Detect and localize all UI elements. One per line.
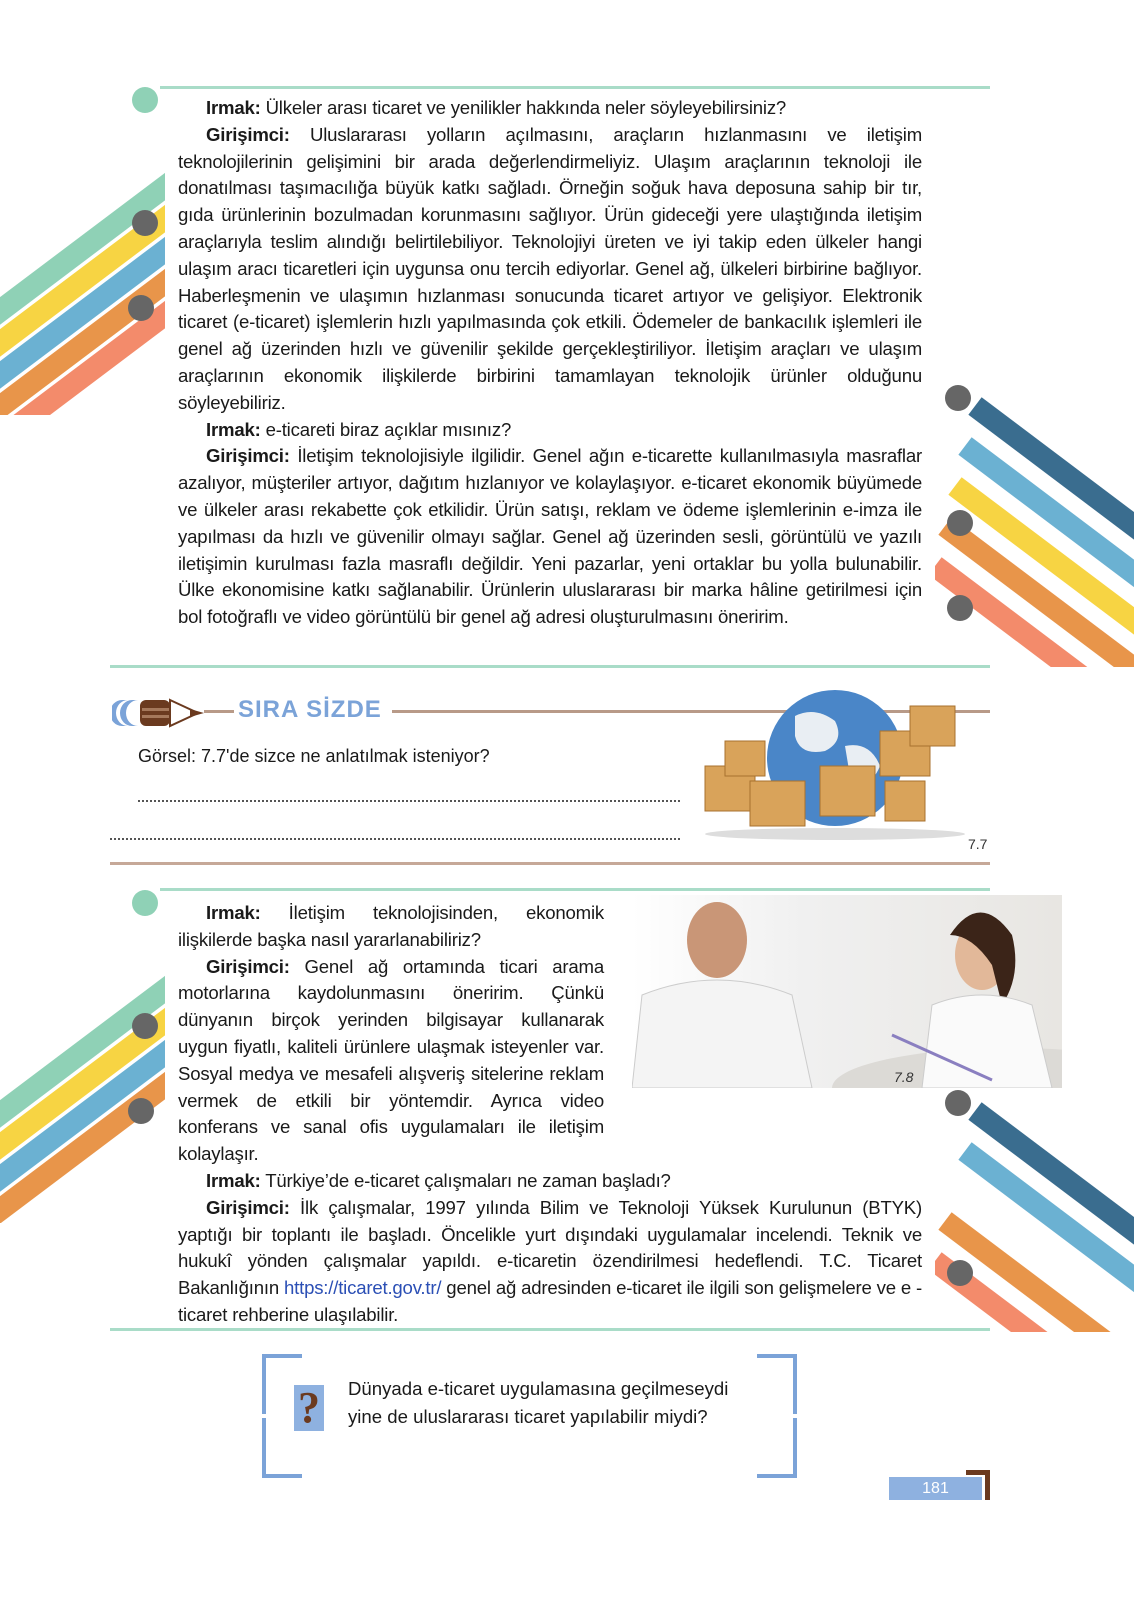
decorative-stripes-right-bottom xyxy=(935,1090,1134,1332)
dialog-section-2 xyxy=(178,900,922,1329)
question-line-1: Dünyada e-ticaret uygulamasına geçilmeseydi xyxy=(348,1378,729,1399)
divider xyxy=(160,86,990,89)
activity-question: Görsel: 7.7'de sizce ne anlatılmak isteniyor? xyxy=(138,746,490,766)
answer-line[interactable] xyxy=(110,838,680,840)
decorative-stripes-left-bottom xyxy=(0,888,165,1223)
dialog-paragraph xyxy=(178,443,922,631)
dialog-text: e-ticareti biraz açıklar mısınız? xyxy=(260,418,512,440)
dialog-paragraph xyxy=(178,122,922,417)
decorative-stripes-right-top xyxy=(935,385,1134,667)
decorative-stripes-left-top xyxy=(0,85,165,415)
dialog-paragraph xyxy=(178,1168,922,1195)
dialog-text: Ülkeler arası ticaret ve yenilikler hakkında neler söyleyebilirsiniz? xyxy=(260,97,787,118)
dialog-text: Uluslararası yolların açılmasını, araçların hızlanmasını ve iletişim teknolojilerinin gelişimini bir arada değerlendirmeliyiz. Ulaşım araçlarının teknoloji ile donatılması taşımacılığa büyük katkı sağladı. Örneğin soğuk hava deposuna sahip bir tır, gıda ürünlerinin bozulmadan korunmasını sağlıyor. Ürün gideceği yere ulaştığında iletişim araçlarıyla teslim alındığı belirtilebiliyor. Teknolojiyi üreten ve iyi takip eden ülkeler hangi ulaşım aracı ticaretleri için uygunsa onu tercih ediyorlar. Genel ağ, ülkeleri birbirine bağlıyor. Haberleşmenin ve ulaşımın hızlanması sonucunda ticaret artıyor ve gelişiyor. Elektronik ticaret (e-ticaret) işlemlerin hızlı yapılmasında çok etkili. Ödemeler de bankacılık işlemleri ile genel ağ üzerinden hızlı ve güvenilir şekilde gerçekleştiriliyor. İletişim araçları ve ulaşım araçlarının ekonomik ilişkilerde birbirini tamamlayan teknolojik ürünler olduğunu söyleyebiliriz. xyxy=(178,123,922,413)
speaker-label: Irmak: xyxy=(206,418,261,440)
dialog-text: Türkiye’de e-ticaret çalışmaları ne zaman başladı? xyxy=(260,1169,671,1191)
speaker-label: Girişimci: xyxy=(206,955,290,977)
sira-sizde-title: SIRA SİZDE xyxy=(238,696,382,723)
speaker-label: Girişimci: xyxy=(206,1196,290,1218)
divider xyxy=(110,665,990,668)
globe-with-boxes-image xyxy=(695,686,965,841)
dialog-text: İletişim teknolojisinden, ekonomik ilişkilerde başka nasıl yararlanabiliriz? xyxy=(178,902,604,950)
ticaret-link[interactable]: https://ticaret.gov.tr/ xyxy=(284,1277,442,1299)
speaker-label: Irmak: xyxy=(206,1169,261,1191)
page-number: 181 xyxy=(889,1477,982,1500)
speaker-label: Irmak: xyxy=(206,97,261,118)
dialog-text: genel ağ adresinden e-ticaret ile ilgili son gelişmelere ve e - ticaret rehberine ulaşılabilir. xyxy=(178,1277,922,1325)
answer-line[interactable] xyxy=(138,800,680,802)
divider xyxy=(110,862,990,865)
speaker-label: Irmak: xyxy=(206,902,261,923)
figure-caption-7-8: 7.8 xyxy=(894,1069,914,1085)
dialog-paragraph xyxy=(178,95,922,122)
pencil-icon xyxy=(112,698,212,728)
speaker-label: Girişimci: xyxy=(206,123,290,145)
photo-float-spacer xyxy=(604,900,922,1130)
dialog-paragraph xyxy=(178,417,922,444)
divider xyxy=(110,1328,990,1331)
page-corner-mark xyxy=(966,1470,990,1500)
dialog-text: İlk çalışmalar, 1997 yılında Bilim ve Teknoloji Yüksek Kurulunun (BTYK) yaptığı bir toplantı ile başladı. Öncelikle yurt dışındaki uygulamalar incelendi. Teknik ve hukukî yönden çalışmalar yapıldı. e-ticaretin özendirilmesi hedeflendi. T.C. Ticaret Bakanlığının xyxy=(178,1196,922,1299)
dialog-text: Genel ağ ortamında ticari arama motorlarına kaydolunmasını öneririm. Çünkü dünyanın birçok yerinden bilgisayar kullanarak uygun fiyatlı, kaliteli ürünlere ulaşmak isteyenler var. Sosyal medya ve mesafeli alışveriş sitelerine reklam vermek de etkili bir yöntemdir. Ayrıca video konferans ve sanal ofis uygulamaları ile iletişim kolaylaşır. xyxy=(178,955,604,1165)
dialog-section-1 xyxy=(178,95,922,631)
figure-caption-7-7: 7.7 xyxy=(968,836,988,852)
speaker-label: Girişimci: xyxy=(206,445,290,467)
dialog-text: İletişim teknolojisiyle ilgilidir. Genel ağın e-ticarette kullanılmasıyla masraflar azalıyor, müşteriler artıyor, dağıtım hızlanıyor ve kolaylaşıyor. e-ticaret ekonomik büyümede ve ülkeler arası rekabette çok etkilidir. Ürün satışı, reklam ve ödeme işlemlerinin e-imza ile yapılması da hızlı ve güvenilir olmayı sağlar. Genel ağ üzerinden sesli, görüntülü ve yazılı iletişimin kurulması fazla masraflı değildir. Yeni pazarlar, yeni ortaklar bu yolla bulunabilir. Ülke ekonomisine katkı sağlanabilir. Ürünlerin uluslararası bir marka hâline getirilmesi için bol fotoğraflı ve video görüntülü bir genel ağ adresi oluşturulmasını öneririm. xyxy=(178,445,922,628)
dialog-paragraph xyxy=(178,1195,922,1329)
question-line-2: yine de uluslararası ticaret yapılabilir miydi? xyxy=(348,1406,708,1427)
divider xyxy=(160,888,990,891)
question-mark-icon: ? xyxy=(294,1385,324,1431)
